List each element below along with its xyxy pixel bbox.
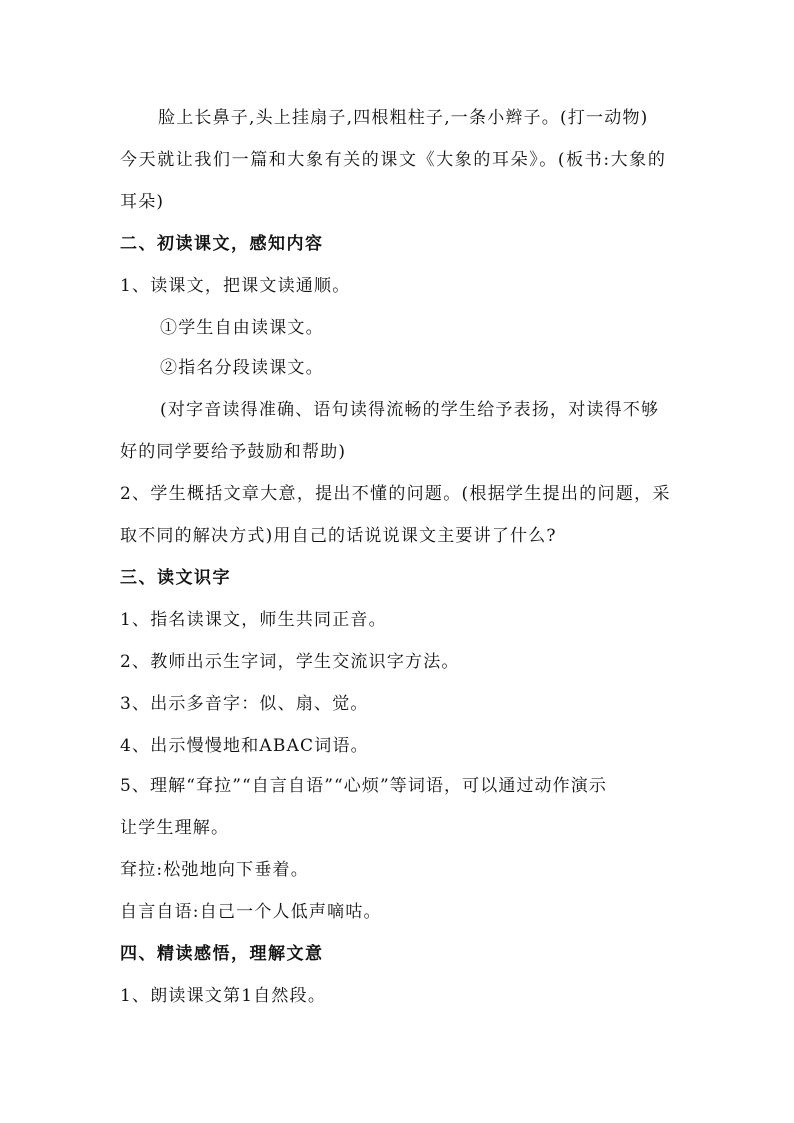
- section3-item1: 1、指名读课文，师生共同正音。: [120, 610, 387, 630]
- section3-heading: 三、读文识字: [120, 568, 231, 588]
- section3-item4: 4、出示慢慢地和ABAC词语。: [120, 736, 369, 756]
- section2-item2-line2: 取不同的解决方式)用自己的话说说课文主要讲了什么?: [120, 526, 557, 546]
- section3-item5-line1: 5、理解“耷拉”“自言自语”“心烦”等词语，可以通过动作演示: [120, 776, 607, 796]
- section4-heading: 四、精读感悟，理解文意: [120, 944, 324, 964]
- section2-item2-line1: 2、学生概括文章大意，提出不懂的问题。(根据学生提出的问题，采: [120, 484, 671, 504]
- section2-sub1: ①学生自由读课文。: [160, 318, 324, 338]
- section3-item2: 2、教师出示生字词，学生交流识字方法。: [120, 652, 460, 672]
- section2-heading: 二、初读课文，感知内容: [120, 234, 324, 254]
- riddle-line-3: 耳朵): [120, 192, 165, 212]
- section3-def1: 耷拉:松弛地向下垂着。: [120, 860, 309, 880]
- section3-def2: 自言自语:自己一个人低声嘀咕。: [120, 902, 382, 922]
- section2-sub2: ②指名分段读课文。: [160, 358, 324, 378]
- riddle-line-2: 今天就让我们一篇和大象有关的课文《大象的耳朵》。(板书:大象的: [120, 150, 667, 170]
- section2-item1: 1、读课文，把课文读通顺。: [120, 276, 351, 296]
- section2-note-line2: 好的同学要给予鼓励和帮助): [120, 442, 347, 462]
- riddle-line-1: 脸上长鼻子,头上挂扇子,四根粗柱子,一条小辫子。(打一动物): [158, 108, 649, 128]
- section4-item1: 1、朗读课文第1自然段。: [120, 986, 327, 1006]
- section2-note-line1: (对字音读得准确、语句读得流畅的学生给予表扬，对读得不够: [160, 400, 660, 420]
- section3-item3: 3、出示多音字：似、扇、觉。: [120, 694, 369, 714]
- section3-item5-line2: 让学生理解。: [120, 818, 230, 838]
